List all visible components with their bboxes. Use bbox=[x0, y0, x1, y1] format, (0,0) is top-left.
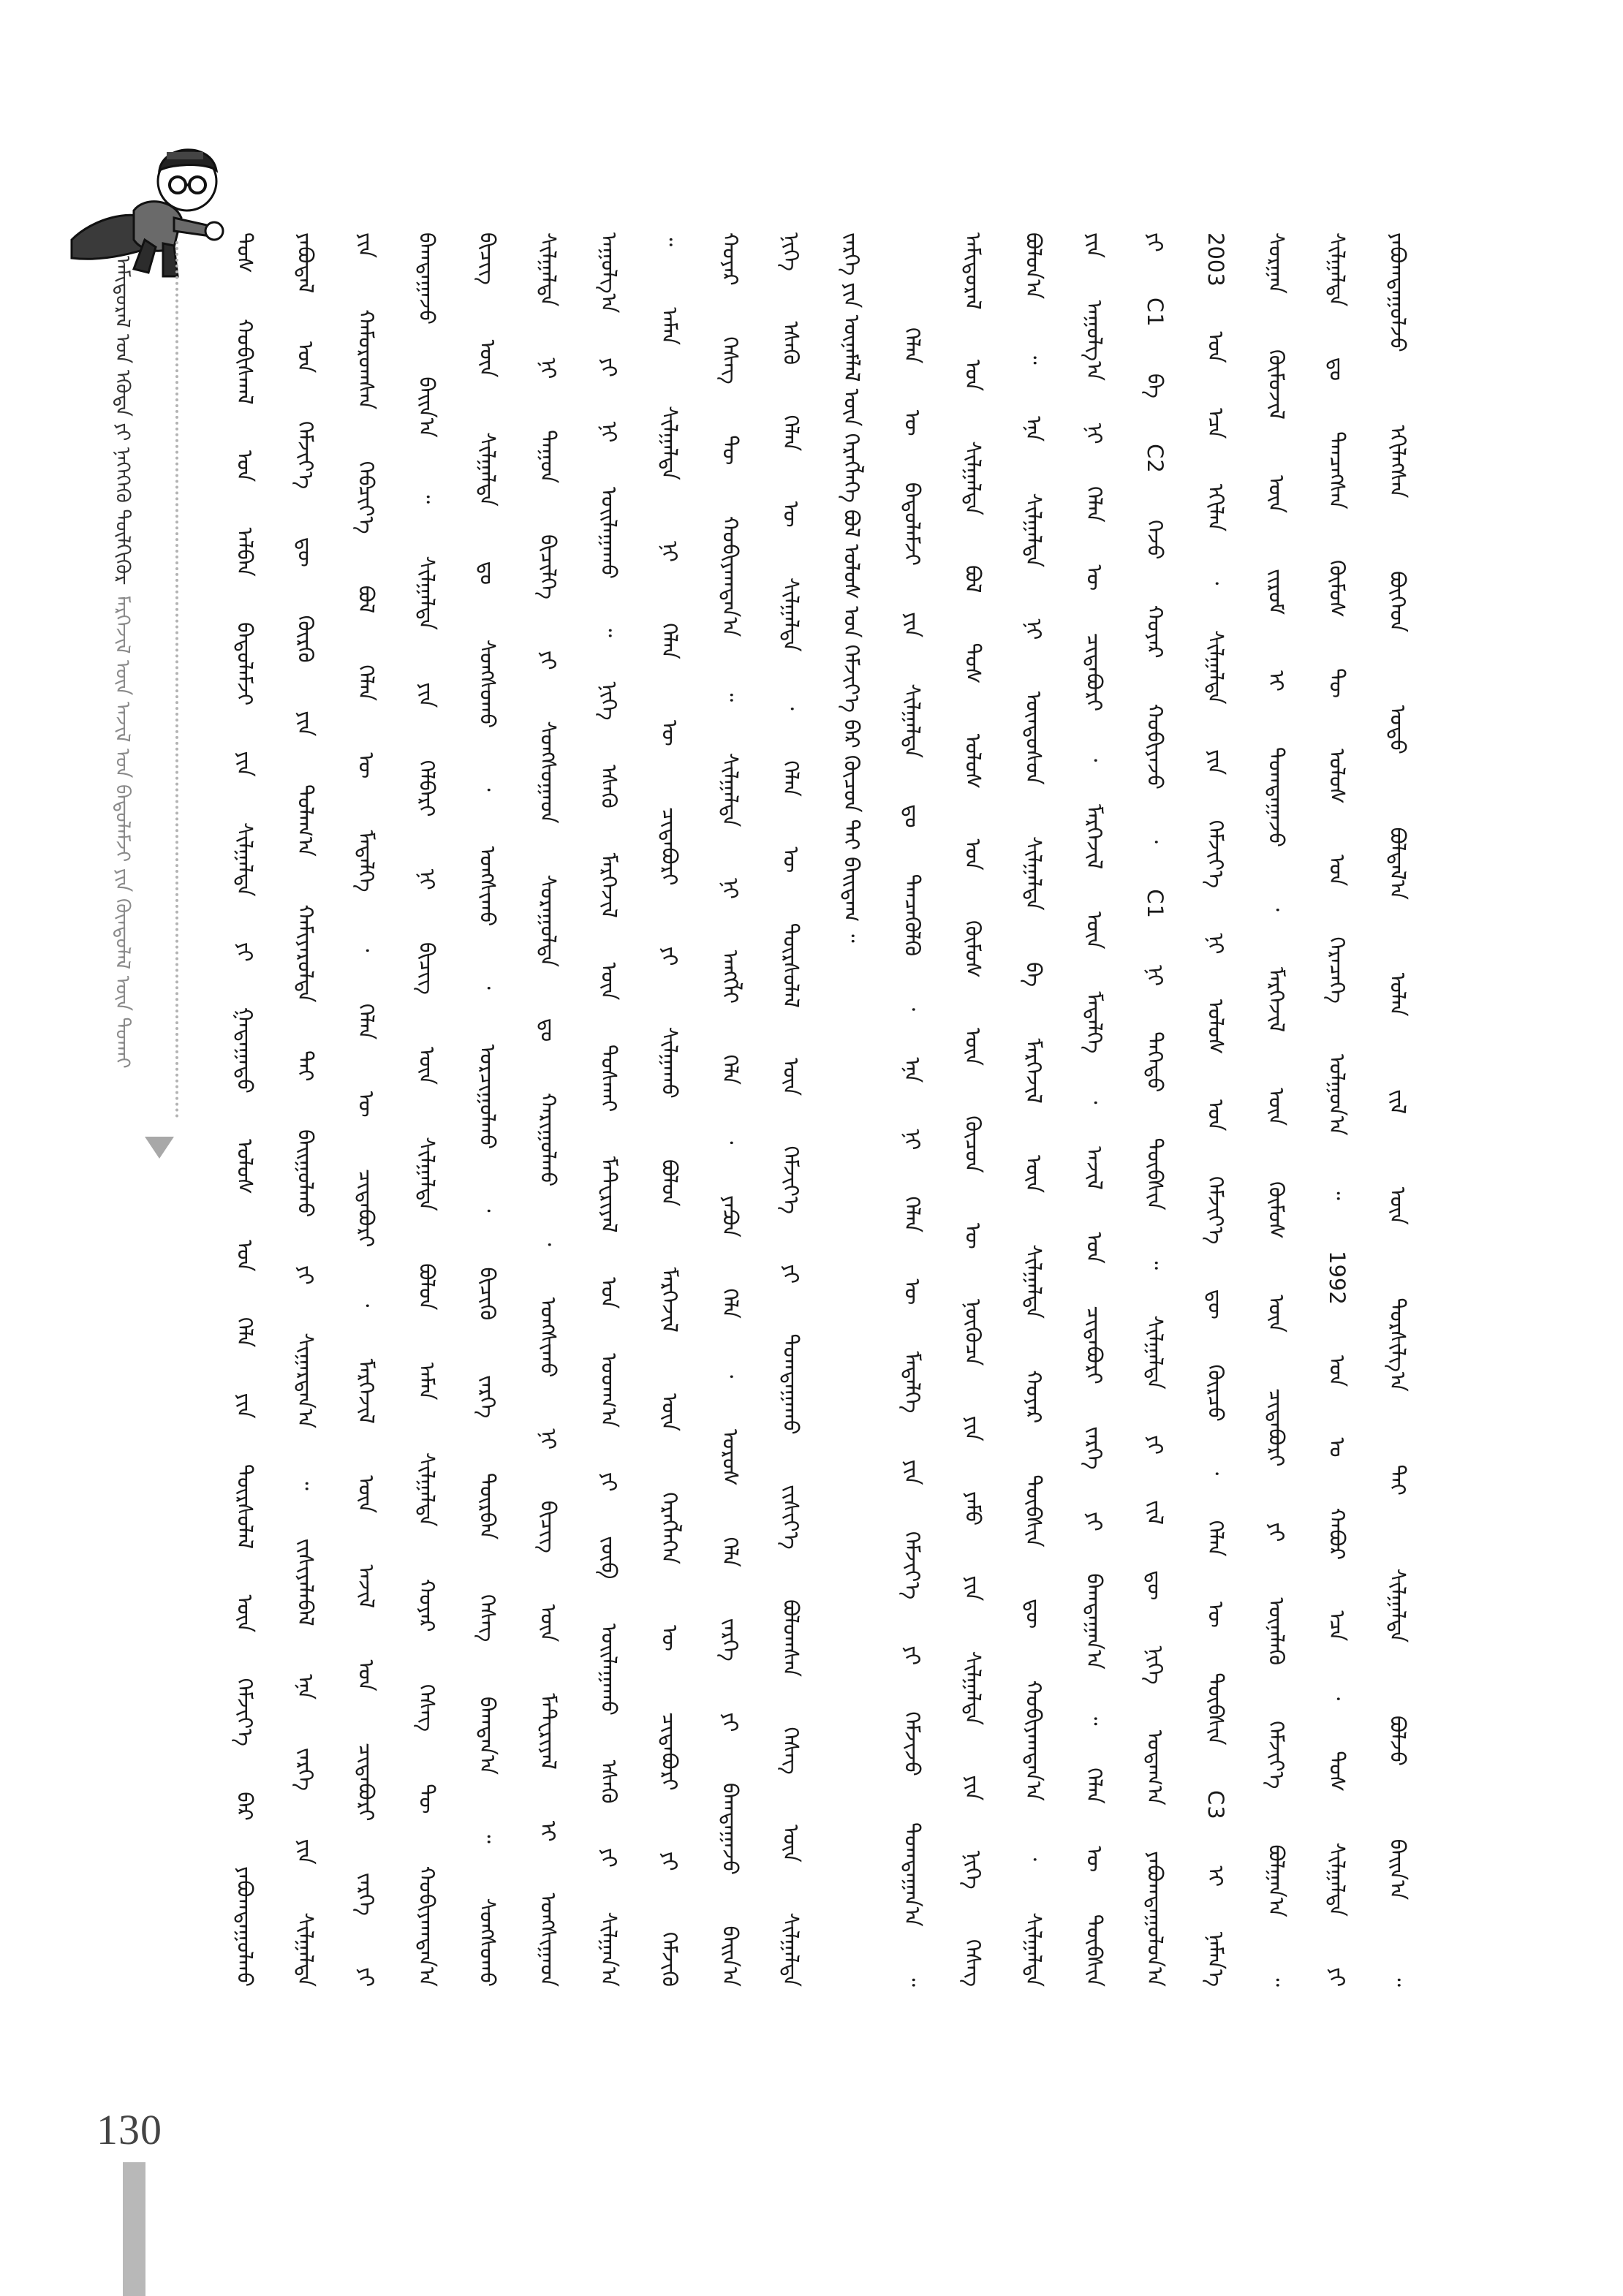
page-edge-tab bbox=[123, 2162, 145, 2296]
body-text bbox=[223, 232, 1466, 1987]
text-line: 2003 ᠣᠨ ᠡᠴᠡ ᠡᠬᠢᠯᠡᠨ ᠂ ᠰᠢᠯᠭᠠᠯᠲᠠ ᠶᠢᠨ ᠬᠡᠮᠵᠢᠶ᠎ᠡ ᠨᠢ ᠤᠯᠤᠰ ᠤᠨ ᠬᠡᠮᠵᠢᠶ᠎ᠡ ᠳᠦ ᠬᠦᠷᠴᠦ ᠂ ᠬᠡᠯᠡᠨ ᠦ ᠲᠦᠪᠰᠢᠨ C3 ᠢ ᠨᠡᠮᠡᠨ᠎ᠡ bbox=[1203, 232, 1228, 1987]
text-line: ᠶᠢᠨ ᠬᠠᠮᠤᠷᠤᠭᠰᠠᠨ ᠬᠡᠪᠴᠢᠶ᠎ᠡ ᠪᠤᠯ ᠬᠡᠯᠡᠨ ᠦ ᠮᠡᠳᠡᠯᠭᠡ ᠂ ᠬᠡᠯᠡᠨ ᠦ ᠴᠢᠳᠠᠪᠤᠷᠢ ᠂ ᠮᠡᠷᠭᠡᠵᠢᠯ ᠦᠨ ᠠᠵᠢᠯ ᠤᠨ ᠴᠢᠳᠠᠪᠤᠷᠢ ᠵᠡᠷᠭᠡ ᠶᠢ bbox=[354, 232, 379, 1987]
text-line: ᠵᠡᠷᠭᠡ ᠶᠢᠨ ᠦᠨᠡᠮᠯᠡᠯ ᠦᠨ ᠬᠡᠷᠡᠭᠯᠡᠭᠡ ᠪᠣᠯ ᠤᠯᠤᠰ ᠤᠨ ᠬᠡᠮᠵᠢᠶ᠎ᠡ ᠪᠡᠷ ᠬᠦᠴᠦᠨ ᠲᠡᠢ ᠪᠠᠢᠳᠠᠭ ᠃ bbox=[839, 232, 864, 943]
text-line: ᠲᠤᠰ ᠬᠤᠪᠢᠰᠬᠠᠯ ᠤᠨ ᠠᠯᠪᠠᠨ ᠪᠠᠲᠤᠯᠠᠮᠵᠢ ᠶᠢᠨ ᠰᠢᠯᠭᠠᠯᠲᠠ ᠶᠢ ᠭᠠᠳᠠᠭᠠᠳᠤ ᠤᠯᠤᠰ ᠤᠨ ᠬᠡᠯᠡ ᠶᠢᠨ ᠳᠦᠷᠰᠦᠯᠡᠯ ᠦᠨ ᠬᠡᠮᠵᠢᠶ᠎ᠡ ᠪᠡᠷ ᠶᠠᠪᠤᠭᠳᠠᠭᠤᠯᠬᠤ bbox=[232, 232, 257, 1987]
running-head-subtitle: ᠮᠡᠷᠭᠡᠵᠢᠯ ᠦᠨ ᠠᠵᠢᠯ ᠤᠨ ᠪᠠᠲᠤᠯᠠᠮᠵᠢ ᠶᠢᠨ ᠬᠦᠨᠳᠦᠯᠡᠯ ᠦᠨ ᠲᠤᠬᠠᠢ bbox=[111, 596, 134, 1069]
text-line: ᠬᠣᠶᠠᠷ ᠬᠡᠰᠡᠭ ᠲᠦ ᠬᠤᠪᠢᠶᠠᠭᠳᠠᠨ᠎ᠠ ᠃ ᠰᠢᠯᠭᠠᠯᠲᠠ ᠨᠢ ᠠᠩᠭᠯᠢ ᠬᠡᠯᠡ ᠂ ᠶᠠᠫᠣᠨ ᠬᠡᠯᠡ ᠂ ᠣᠷᠣᠰ ᠬᠡᠯᠡ ᠵᠡᠷᠭᠡ ᠶᠢ ᠪᠠᠭᠲᠠᠭᠠᠵᠤ ᠪᠠᠢᠨ᠎ᠠ bbox=[718, 232, 743, 1987]
text-line: ᠰᠢᠯᠭᠠᠯᠲᠠ ᠳᠤ ᠲᠡᠨᠴᠡᠭᠰᠡᠨ ᠬᠦᠮᠦᠰ ᠲᠦ ᠤᠯᠤᠰ ᠤᠨ ᠭᠡᠷᠡᠴᠡᠭᠡ ᠣᠯᠭᠣᠨ᠎ᠠ ᠃ 1992 ᠣᠨ ᠤ ᠬᠠᠪᠤᠷ ᠡᠴᠡ ᠂ ᠲᠤᠰ ᠰᠢᠯᠭᠠᠯᠲᠠ ᠶᠢ bbox=[1325, 232, 1350, 1987]
page-number: 130 bbox=[97, 2106, 162, 2153]
text-line: ᠶᠢᠨ ᠠᠭᠤᠯᠭ᠎ᠠ ᠨᠢ ᠬᠡᠯᠡᠨ ᠦ ᠴᠢᠳᠠᠪᠤᠷᠢ ᠂ ᠮᠡᠷᠭᠡᠵᠢᠯ ᠦᠨ ᠮᠡᠳᠡᠯᠭᠡ ᠂ ᠠᠵᠢᠯ ᠤᠨ ᠴᠢᠳᠠᠪᠤᠷᠢ ᠵᠡᠷᠭᠡ ᠶᠢ ᠪᠠᠭᠲᠠᠭᠠᠨ᠎ᠠ ᠃ ᠬᠡᠯᠡᠨ ᠦ ᠲᠦᠪᠰᠢᠨ bbox=[1082, 232, 1107, 1987]
text-line: ᠰᠤᠷᠭᠠᠨ ᠬᠦᠮᠦᠵᠢᠯ ᠦᠨ ᠵᠢᠷᠤᠮ ᠢ ᠲᠣᠭᠲᠠᠭᠠᠵᠤ ᠂ ᠮᠡᠷᠭᠡᠵᠢᠯ ᠦᠨ ᠬᠦᠮᠦᠰ ᠦᠨ ᠴᠢᠳᠠᠪᠤᠷᠢ ᠶᠢ ᠦᠨᠡᠯᠡᠬᠦ ᠬᠡᠮᠵᠢᠶ᠎ᠡ ᠪᠣᠯᠭᠠᠨ᠎ᠠ ᠃ bbox=[1264, 232, 1289, 1987]
text-line: ᠪᠢᠴᠢᠭ᠌ ᠦᠨ ᠰᠢᠯᠭᠠᠯᠲᠠ ᠳᠤ ᠰᠤᠩᠰᠤᠬᠤ ᠂ ᠤᠩᠰᠢᠬᠤ ᠂ ᠤᠷᠴᠢᠭᠤᠯᠬᠤ ᠂ ᠪᠢᠴᠢᠬᠦ ᠵᠡᠷᠭᠡ ᠳᠦᠷᠪᠡᠨ ᠬᠡᠰᠡᠭ ᠪᠠᠭᠲᠠᠨ᠎ᠠ ᠃ ᠰᠤᠩᠰᠤᠬᠤ bbox=[475, 232, 500, 1987]
text-line: ᠪᠠᠭᠲᠠᠭᠠᠵᠤ ᠪᠠᠢᠨ᠎ᠠ ᠃ ᠰᠢᠯᠭᠠᠯᠲᠠ ᠶᠢᠨ ᠬᠡᠯᠪᠡᠷᠢ ᠨᠢ ᠪᠢᠴᠢᠭ᠌ ᠦᠨ ᠰᠢᠯᠭᠠᠯᠲᠠ ᠪᠤᠯᠤᠨ ᠠᠮᠠᠨ ᠰᠢᠯᠭᠠᠯᠲᠠ ᠬᠤᠶᠠᠷ ᠬᠡᠰᠡᠭ ᠲᠦ ᠬᠤᠪᠢᠶᠠᠭᠳᠠᠨ᠎ᠠ bbox=[415, 232, 439, 1987]
running-head bbox=[110, 256, 135, 1068]
running-head-title: ᠠᠮᠢᠳᠤᠷᠠᠯ ᠤᠨ ᠡᠭᠦᠳᠡ ᠶᠢ ᠨᠡᠭᠡᠭᠡᠬᠦ ᠲᠦᠯᠬᠢᠭᠦᠷ bbox=[111, 256, 134, 584]
text-line: ᠪᠣᠯᠤᠨ᠎ᠠ ᠃ ᠡᠨᠡ ᠰᠢᠯᠭᠠᠯᠲᠠ ᠨᠢ ᠦᠨᠳᠦᠰᠦᠨ ᠰᠢᠯᠭᠠᠯᠲᠠ ᠪᠠ ᠮᠡᠷᠭᠡᠵᠢᠯ ᠦᠨ ᠰᠢᠯᠭᠠᠯᠲᠠ ᠬᠣᠶᠠᠷ ᠲᠦᠪᠰᠢᠨ ᠳᠦ ᠬᠤᠪᠢᠶᠠᠭᠳᠠᠨ᠎ᠠ ᠂ ᠰᠢᠯᠭᠠᠯᠲᠠ bbox=[1021, 232, 1046, 1987]
text-line: ᠠᠭᠤᠯᠭ᠎ᠠ ᠶᠢ ᠨᠢ ᠣᠢᠯᠠᠭᠠᠬᠤ ᠃ ᠨᠢᠭᠡ ᠡᠰᠡᠬᠦ ᠮᠡᠷᠭᠡᠵᠢᠯ ᠦᠨ ᠲᠤᠰᠬᠠᠢ ᠮᠠᠲᠧᠷᠢᠶᠠᠯ ᠤᠨ ᠤᠳᠬ᠎ᠠ ᠶᠢ ᠵᠦᠪ ᠣᠢᠯᠠᠭᠠᠬᠤ ᠡᠰᠡᠬᠦ ᠶᠢ ᠰᠢᠯᠭᠠᠨ᠎ᠠ bbox=[597, 232, 621, 1987]
text-line: ᠨᠢᠭᠡ ᠡᠰᠡᠬᠦ ᠬᠡᠯᠡᠨ ᠦ ᠰᠢᠯᠭᠠᠯᠲᠠ ᠂ ᠬᠡᠯᠡᠨ ᠦ ᠳᠦᠷᠰᠦᠯᠡᠯ ᠦᠨ ᠬᠡᠮᠵᠢᠶ᠎ᠡ ᠶᠢ ᠲᠣᠭᠲᠠᠭᠠᠬᠤ ᠵᠢᠱᠢᠶ᠎ᠡ ᠪᠣᠯᠤᠭᠰᠠᠨ ᠬᠡᠰᠡᠭ ᠦᠨ ᠰᠢᠯᠭᠠᠯᠲᠠ bbox=[779, 232, 803, 1987]
text-line: ᠃ ᠠᠮᠠᠨ ᠰᠢᠯᠭᠠᠯᠲᠠ ᠨᠢ ᠬᠡᠯᠡᠨ ᠦ ᠴᠢᠳᠠᠪᠤᠷᠢ ᠶᠢ ᠰᠢᠯᠭᠠᠬᠤ ᠪᠣᠯᠤᠨ ᠮᠡᠷᠭᠡᠵᠢᠯ ᠦᠨ ᠬᠡᠷᠡᠭᠯᠡᠭᠡᠨ ᠦ ᠴᠢᠳᠠᠪᠤᠷᠢ ᠶᠢ ᠬᠡᠮᠵᠢᠬᠦ bbox=[657, 232, 682, 1987]
text-line: ᠠᠮᠢᠳᠤᠷᠠᠯ ᠤᠨ ᠰᠢᠯᠭᠠᠯᠲᠠ ᠪᠣᠯ ᠲᠤᠰ ᠤᠯᠤᠰ ᠤᠨ ᠬᠦᠮᠦᠰ ᠦᠨ ᠬᠦᠴᠦᠨ ᠦ ᠨᠥᠭᠥᠴᠡ ᠶᠢᠨ ᠶᠠᠮᠤ ᠶᠢᠨ ᠰᠢᠯᠭᠠᠯᠲᠠ ᠶᠢᠨ ᠨᠢᠭᠡ ᠬᠡᠰᠡᠭ bbox=[961, 232, 985, 1987]
text-line: ᠶᠢ C1 ᠪᠠ C2 ᠭᠡᠵᠦ ᠬᠣᠶᠠᠷ ᠬᠤᠪᠢᠶᠠᠵᠤ ᠂ C1 ᠨᠢ ᠳᠡᠭᠡᠳᠦ ᠲᠦᠪᠰᠢᠨ ᠃ ᠰᠢᠯᠭᠠᠯᠲᠠ ᠶᠢ ᠵᠢᠯ ᠳᠦ ᠨᠢᠭᠡ ᠤᠳᠠᠭ᠎ᠠ ᠶᠠᠪᠤᠭᠳᠠᠭᠤᠯᠤᠨ᠎ᠠ bbox=[1143, 232, 1168, 1987]
text-line: ᠰᠢᠯᠭᠠᠯᠲᠠ ᠨᠢ ᠳᠠᠭᠤᠨ ᠪᠢᠴᠢᠯᠭᠡ ᠶᠢ ᠰᠤᠩᠰᠤᠭᠠᠳ ᠰᠤᠷᠠᠭᠤᠯᠲᠠ ᠳᠤ ᠬᠠᠷᠢᠭᠤᠯᠬᠤ ᠂ ᠤᠩᠰᠢᠬᠤ ᠨᠢ ᠪᠢᠴᠢᠭ᠌ ᠦᠨ ᠮᠠᠲᠧᠷᠢᠶᠠᠯ ᠢ ᠤᠩᠰᠢᠭᠠᠳ bbox=[536, 232, 561, 1987]
text-line: ᠶᠠᠪᠤᠭᠳᠠᠭᠤᠯᠵᠤ ᠡᠬᠢᠯᠡᠭᠰᠡᠨ ᠪᠥᠭᠡᠳ ᠣᠳᠣ ᠪᠣᠯᠲᠠᠯ᠎ᠠ ᠣᠯᠠᠨ ᠵᠢᠯ ᠦᠨ ᠲᠤᠷᠰᠢᠯᠭ᠎ᠠ ᠲᠠᠢ ᠰᠢᠯᠭᠠᠯᠲᠠ ᠪᠣᠯᠵᠤ ᠪᠠᠢᠨ᠎ᠠ ᠃ bbox=[1385, 232, 1410, 1987]
text-line: ᠬᠡᠯᠡᠨ ᠦ ᠪᠠᠲᠤᠯᠠᠮᠵᠢ ᠶᠢᠨ ᠰᠢᠯᠭᠠᠯᠲᠠ ᠳᠤ ᠲᠡᠨᠴᠡᠭᠦᠯᠬᠦ ᠂ ᠡᠨᠡ ᠨᠢ ᠬᠡᠯᠡᠨ ᠦ ᠮᠡᠳᠡᠯᠭᠡ ᠶᠢᠨ ᠬᠡᠮᠵᠢᠶ᠎ᠡ ᠶᠢ ᠬᠡᠮᠵᠢᠵᠦ ᠲᠣᠭᠲᠠᠭᠠᠨ᠎ᠠ ᠃ bbox=[900, 327, 925, 1987]
mascot-illustration-icon bbox=[64, 130, 225, 284]
header-dotted-rule bbox=[175, 241, 178, 1118]
text-line: ᠶᠠᠪᠤᠳᠠᠯ ᠤᠨ ᠬᠡᠮᠵᠢᠶ᠎ᠡ ᠳᠦ ᠬᠦᠷᠬᠦ ᠶᠢᠨ ᠲᠤᠯᠠᠭ᠎ᠠ ᠬᠠᠮᠢᠶᠠᠷᠤᠯᠲᠠ ᠲᠠᠢ ᠪᠠᠢᠭᠤᠯᠬᠤ ᠶᠢ ᠰᠢᠭᠠᠷᠳᠠᠨ᠎ᠠ ᠃ ᠵᠢᠱᠢᠶᠡᠯᠡᠪᠡᠯ ᠡᠨᠡ ᠵᠡᠷᠭᠡ ᠶᠢᠨ ᠰᠢᠯᠭᠠᠯᠲᠠ bbox=[293, 232, 318, 1987]
triangle-marker-icon bbox=[145, 1137, 174, 1159]
